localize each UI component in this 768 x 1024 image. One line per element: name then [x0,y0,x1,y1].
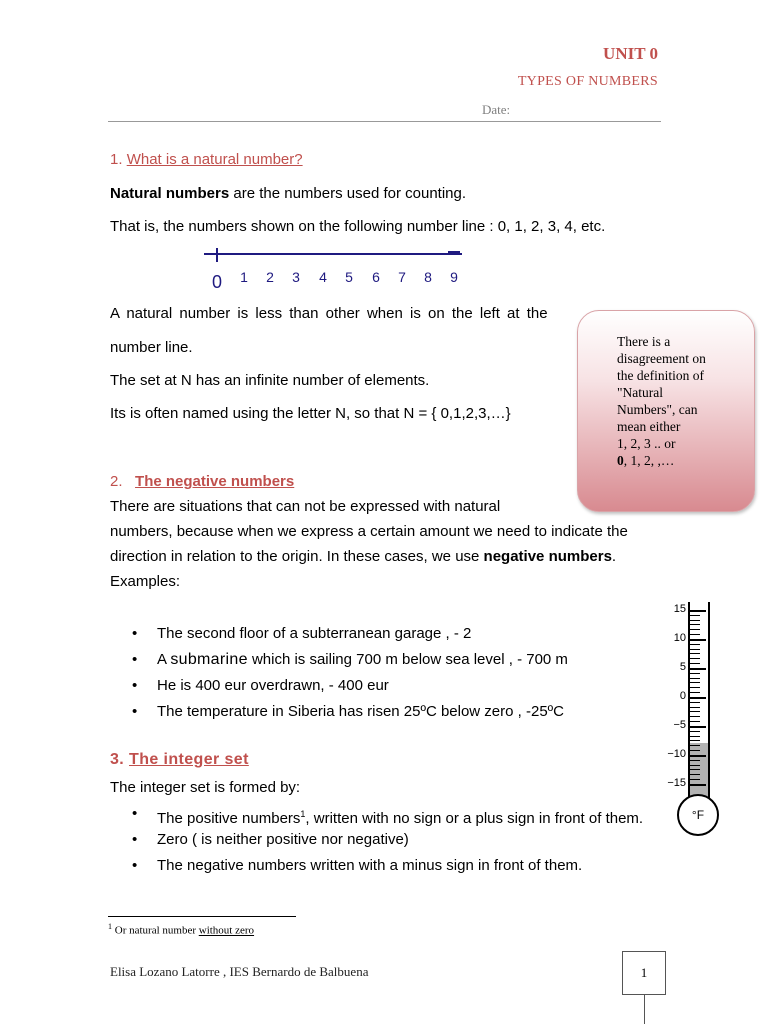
integer-intro: The integer set is formed by: [110,779,301,796]
thermometer-tick [690,702,700,703]
thermometer-tube [688,602,710,798]
thermometer [640,598,720,838]
header-divider [108,121,661,122]
negative-text-line3-post: . [611,548,617,565]
thermometer-label: −15 [667,777,686,789]
list-item [132,804,644,829]
footnote-text: Or natural number [112,924,199,937]
thermometer-bulb [677,794,719,836]
thermometer-tick [690,736,700,737]
list-item [132,676,389,696]
thermometer-tick [690,624,700,625]
thermometer-label: 15 [673,603,686,615]
natural-order-line1: A natural number is less than other when is on the left at the [110,305,548,322]
thermometer-tick [690,673,700,674]
thermometer-tick [690,760,700,761]
thermometer-tick [690,784,706,786]
natural-definition-term: Natural numbers [110,185,230,202]
section3-number: 3. [110,751,125,768]
bullet-marker: • [132,677,138,694]
unit-subtitle: TYPES OF NUMBERS [517,74,658,89]
number-line [200,246,470,292]
thermometer-label: 5 [679,661,686,673]
example-overdrawn: He is 400 eur overdrawn, - 400 eur [157,677,389,694]
thermometer-tick [690,644,700,645]
thermometer-tick [690,629,700,630]
example-submarine-a: A [157,651,171,668]
thermometer-label: −10 [667,748,686,760]
page-number-stem [644,994,645,1024]
thermometer-label: −5 [673,719,686,731]
footnote [108,922,254,937]
footnote-text-underlined: without zero [198,924,255,937]
callout-line [617,452,706,469]
section2-number: 2. [110,473,123,490]
list-item [132,856,583,876]
thermometer-ticks [690,602,708,798]
negative-text-line2: numbers, because when we express a certain amount we need to indicate the [110,523,628,540]
section1-heading [110,150,303,170]
callout-line: "Natural [617,385,663,400]
callout-line: mean either [617,419,681,434]
integer-negative: The negative numbers written with a minus sign in front of them. [157,857,583,874]
section2-title: The negative numbers [135,473,295,490]
thermometer-tick [690,750,700,751]
thermometer-label: 10 [673,632,686,644]
list-item [132,830,409,850]
callout-rest: , 1, 2, ,… [623,453,675,468]
thermometer-tick [690,663,700,664]
thermometer-tick [690,615,700,616]
section3-title: The integer set [129,751,249,768]
number-line-label: 3 [292,269,300,285]
list-item [132,624,472,644]
number-line-label: 0 [211,272,223,292]
thermometer-tick [690,649,700,650]
thermometer-tick [690,731,700,732]
number-line-label: 6 [372,269,380,285]
integer-zero: Zero ( is neither positive nor negative) [157,831,409,848]
number-line-label: 5 [345,269,353,285]
thermometer-tick [690,711,700,712]
thermometer-tick [690,687,700,688]
number-line-label: 8 [424,269,432,285]
natural-definition [110,184,466,204]
thermometer-tick [690,745,700,746]
bullet-marker: • [132,831,138,848]
thermometer-tick [690,740,700,741]
page-number: 1 [640,965,648,980]
footnote-divider [108,916,296,917]
callout-text [617,333,706,469]
example-submarine-word: submarine [170,651,248,668]
thermometer-tick [690,653,700,654]
unit-title: UNIT 0 [603,44,658,63]
thermometer-tick [690,755,706,757]
thermometer-tick [690,692,700,693]
bullet-marker: • [132,651,138,668]
number-line-label: 4 [319,269,327,285]
section1-number: 1. [110,151,123,168]
integer-positive: The positive numbers [157,810,301,827]
example-submarine-text: which is sailing 700 m below sea level , - 700 m [251,651,568,668]
date-label: Date: [482,102,511,117]
natural-notation: Its is often named using the letter N, so that N = { 0,1,2,3,…} [110,405,511,422]
callout-zero: 0 [617,453,624,468]
list-item [132,702,564,722]
thermometer-tick [690,634,700,635]
negative-text-line3 [110,547,616,567]
bullet-marker: • [132,625,138,642]
thermometer-tick [690,658,700,659]
section3-heading [110,751,249,769]
thermometer-tick [690,678,700,679]
natural-infinite: The set at N has an infinite number of elements. [110,372,430,389]
number-line-label: 7 [398,269,406,285]
number-line-label: 2 [266,269,274,285]
thermometer-tick [690,726,706,728]
thermometer-unit: °F [691,808,705,822]
thermometer-tick [690,765,700,766]
number-line-label: 9 [450,269,458,285]
number-line-intro: That is, the numbers shown on the following number line : 0, 1, 2, 3, 4, etc. [110,218,606,235]
thermometer-tick [690,721,700,722]
page-number-box [622,951,666,995]
thermometer-tick [690,610,706,612]
thermometer-tick [690,620,700,621]
thermometer-scale-labels [640,598,686,798]
section1-title: What is a natural number? [126,151,303,168]
thermometer-tick [690,779,700,780]
callout-line: 1, 2, 3 .. or [617,436,676,451]
examples-label: Examples: [110,573,181,590]
example-siberia: The temperature in Siberia has risen 25ºC below zero , -25ºC [157,703,564,720]
callout-line: disagreement on [617,351,706,366]
integer-positive-rest: , written with no sign or a plus sign in front of them. [305,810,644,827]
thermometer-label: 0 [679,690,686,702]
bullet-marker: • [132,703,138,720]
thermometer-tick [690,682,700,683]
callout-line: There is a [617,334,671,349]
footnote-reference: 1 [300,809,306,819]
thermometer-tick [690,716,700,717]
thermometer-tick [690,707,700,708]
negative-text-line3-pre: direction in relation to the origin. In these cases, we use [110,548,484,565]
natural-order-line2: number line. [110,339,193,356]
footnote-mark: 1 [108,922,112,931]
thermometer-tick [690,668,706,670]
number-line-label: 1 [240,269,248,285]
footer-author: Elisa Lozano Latorre , IES Bernardo de Balbuena [110,964,369,979]
callout-line: the definition of [617,368,704,383]
callout-line: Numbers", can [617,402,698,417]
bullet-marker: • [132,805,138,822]
natural-numbers-callout [577,310,755,512]
list-item [132,650,568,670]
thermometer-tick [690,639,706,641]
thermometer-tick [690,769,700,770]
negative-text-line1: There are situations that can not be expressed with natural [110,498,501,515]
bullet-marker: • [132,857,138,874]
negative-numbers-term: negative numbers [483,548,612,565]
example-garage: The second floor of a subterranean garage , - 2 [157,625,472,642]
thermometer-tick [690,774,700,775]
section2-heading [110,472,294,492]
thermometer-tick [690,697,706,699]
natural-definition-text: are the numbers used for counting. [229,185,467,202]
